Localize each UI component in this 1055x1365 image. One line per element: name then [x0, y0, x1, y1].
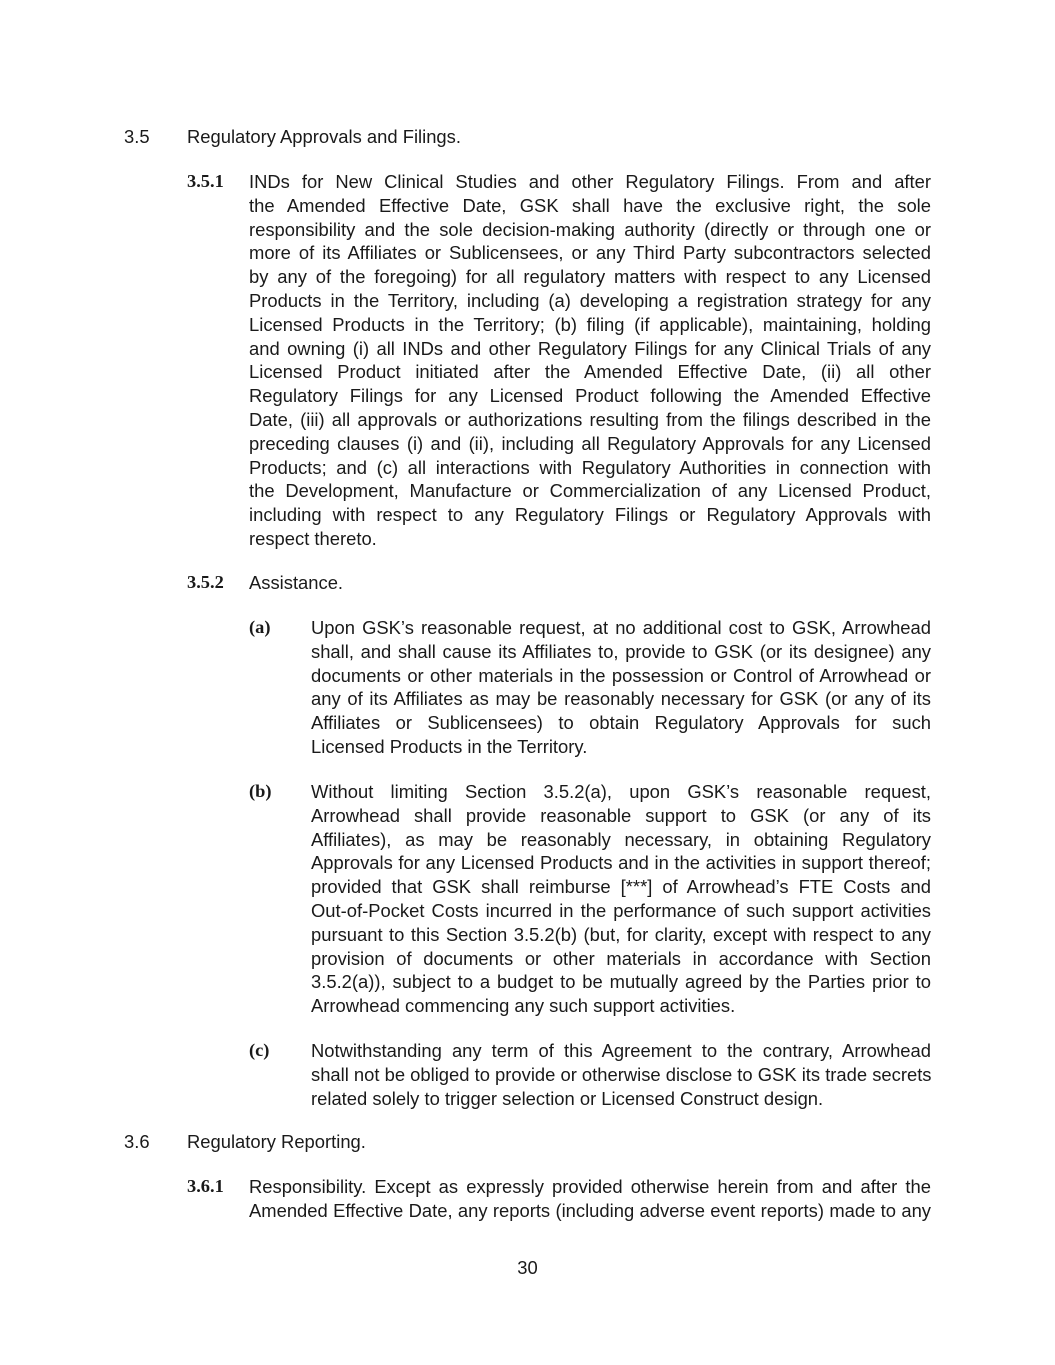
paragraph-line: Affiliates or Sublicensees) to obtain Regulatory Approvals for such	[311, 712, 931, 734]
item-b-paragraph	[311, 780, 931, 1018]
section-3-5-1-number: 3.5.1	[187, 171, 224, 191]
section-3-5-1-paragraph	[249, 170, 931, 551]
paragraph-line: Notwithstanding any term of this Agreement to the contrary, Arrowhead	[311, 1040, 931, 1061]
item-a-label: (a)	[249, 617, 271, 637]
paragraph-line: Date, (iii) all approvals or authorizations resulting from the filings described in the	[249, 408, 931, 430]
paragraph-line: the Amended Effective Date, GSK shall have the exclusive right, the sole	[249, 194, 931, 216]
paragraph-line: INDs for New Clinical Studies and other Regulatory Filings. From and after	[249, 171, 931, 192]
paragraph-line: pursuant to this Section 3.5.2(b) (but, for clarity, except with respect to any	[311, 923, 931, 945]
paragraph-line: Products; and (c) all interactions with Regulatory Authorities in connection with	[249, 456, 931, 478]
paragraph-line: 3.5.2(a)), subject to a budget to be mutually agreed by the Parties prior to	[311, 971, 931, 993]
paragraph-line: Licensed Products in the Territory; (b) filing (if applicable), maintaining, holding	[249, 313, 931, 335]
paragraph-line: documents or other materials in the possession or Control of Arrowhead or	[311, 664, 931, 686]
paragraph-line: Products in the Territory, including (a) developing a registration strategy for any	[249, 289, 931, 311]
paragraph-line: Approvals for any Licensed Products and in the activities in support thereof;	[311, 852, 931, 874]
paragraph-line: Arrowhead shall provide reasonable support to GSK (or any of its	[311, 804, 931, 826]
paragraph-line: Licensed Product initiated after the Amended Effective Date, (ii) all other	[249, 361, 931, 383]
paragraph-line: related solely to trigger selection or Licensed Construct design.	[311, 1087, 824, 1109]
item-b-label: (b)	[249, 781, 272, 801]
paragraph-line: including with respect to any Regulatory Filings or Regulatory Approvals with	[249, 504, 931, 526]
paragraph-line: any of its Affiliates as may be reasonably necessary for GSK (or any of its	[311, 688, 931, 710]
section-3-5-number: 3.5	[124, 126, 150, 147]
section-3-6-number: 3.6	[124, 1131, 150, 1152]
paragraph-line: provided that GSK shall reimburse [***] of Arrowhead’s FTE Costs and	[311, 876, 931, 898]
section-3-5-2-title: Assistance.	[249, 572, 344, 593]
paragraph-line: Arrowhead commencing any such support activities.	[311, 995, 736, 1017]
paragraph-line: responsibility and the sole decision-making authority (directly or through one or	[249, 218, 931, 240]
paragraph-line: Responsibility. Except as expressly provided otherwise herein from and after the	[249, 1176, 931, 1197]
paragraph-line: respect thereto.	[249, 527, 377, 549]
item-c-paragraph	[311, 1039, 931, 1110]
section-3-6-1-number: 3.6.1	[187, 1176, 224, 1196]
paragraph-line: Upon GSK’s reasonable request, at no additional cost to GSK, Arrowhead	[311, 617, 931, 638]
item-a-paragraph	[311, 616, 931, 759]
section-3-6-1-paragraph	[249, 1175, 931, 1223]
paragraph-line: and owning (i) all INDs and other Regulatory Filings for any Clinical Trials of any	[249, 337, 931, 359]
paragraph-line: by any of the foregoing) for all regulatory matters with respect to any Licensed	[249, 266, 931, 288]
section-3-5-2-number: 3.5.2	[187, 572, 224, 592]
section-3-5-title: Regulatory Approvals and Filings.	[187, 126, 461, 147]
paragraph-line: Out-of-Pocket Costs incurred in the performance of such support activities	[311, 899, 931, 921]
paragraph-line: the Development, Manufacture or Commercialization of any Licensed Product,	[249, 480, 931, 502]
paragraph-line: Licensed Products in the Territory.	[311, 735, 588, 757]
paragraph-line: Without limiting Section 3.5.2(a), upon GSK’s reasonable request,	[311, 781, 931, 802]
paragraph-line: more of its Affiliates or Sublicensees, or any Third Party subcontractors selected	[249, 242, 931, 264]
paragraph-line: provision of documents or other materials in accordance with Section	[311, 947, 931, 969]
item-c-label: (c)	[249, 1040, 270, 1060]
section-3-6-title: Regulatory Reporting.	[187, 1131, 366, 1152]
paragraph-line: shall, and shall cause its Affiliates to, provide to GSK (or its designee) any	[311, 640, 931, 662]
paragraph-line: Amended Effective Date, any reports (including adverse event reports) made to any	[249, 1199, 931, 1221]
page-number: 30	[517, 1257, 538, 1278]
paragraph-line: Affiliates), as may be reasonably necessary, in obtaining Regulatory	[311, 828, 931, 850]
paragraph-line: Regulatory Filings for any Licensed Product following the Amended Effective	[249, 385, 931, 407]
paragraph-line: preceding clauses (i) and (ii), including all Regulatory Approvals for any Licensed	[249, 432, 931, 454]
paragraph-line: shall not be obliged to provide or otherwise disclose to GSK its trade secrets	[311, 1063, 932, 1085]
